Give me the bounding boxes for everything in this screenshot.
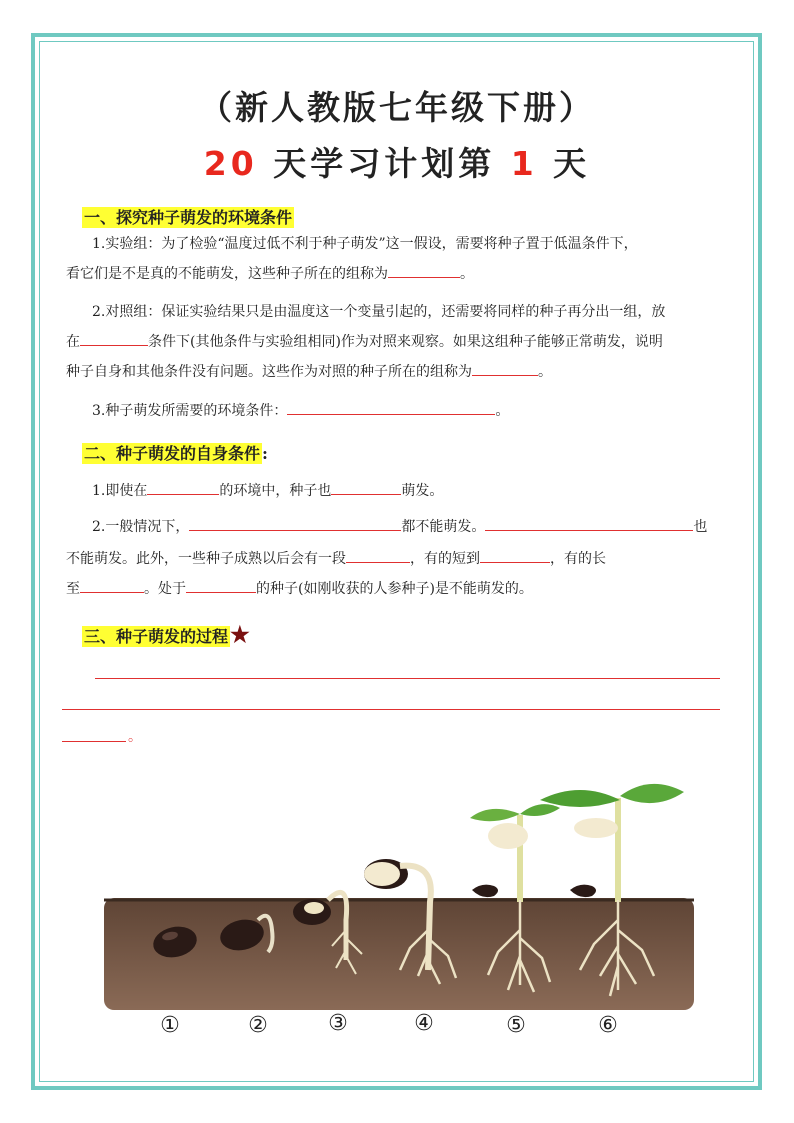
s2-p2-line3: 至 。处于 的种子(如刚收获的人参种子)是不能萌发的。 xyxy=(66,574,533,604)
stage-label-3: ③ xyxy=(328,1011,348,1036)
section2-heading: 二、种子萌发的自身条件 : xyxy=(84,444,268,463)
stage-label-2: ② xyxy=(248,1013,268,1038)
answer-end-period: 。 xyxy=(128,729,142,745)
s1-p2-line3: 种子自身和其他条件没有问题。这些作为对照的种子所在的组称为 。 xyxy=(66,357,552,387)
subtitle-number: 20 xyxy=(203,144,258,183)
answer-blank[interactable] xyxy=(80,576,144,593)
subtitle-text: 天学习计划第 xyxy=(257,144,511,183)
answer-blank[interactable] xyxy=(147,478,219,495)
soil xyxy=(104,898,694,1010)
stage-label-6: ⑥ xyxy=(598,1013,618,1038)
seed-germination-illustration xyxy=(100,770,700,1040)
answer-line[interactable] xyxy=(95,678,720,679)
answer-blank[interactable] xyxy=(80,329,148,346)
answer-blank[interactable] xyxy=(480,546,550,563)
star-icon: ★ xyxy=(230,622,250,648)
page-subtitle xyxy=(0,138,794,185)
s1-p2-line1: 2.对照组：保证实验结果只是由温度这一个变量引起的，还需要将同样的种子再分出一组，放 xyxy=(92,304,666,320)
s2-p1: 1.即使在 的环境中，种子也 萌发。 xyxy=(92,476,443,506)
stage-label-1: ① xyxy=(160,1013,180,1038)
stage-label-4: ④ xyxy=(414,1011,434,1036)
answer-blank[interactable] xyxy=(331,478,401,495)
page-title: （新人教版七年级下册） xyxy=(199,88,595,127)
section3-heading: 三、种子萌发的过程★ xyxy=(84,622,250,648)
answer-blank[interactable] xyxy=(485,514,693,531)
answer-blank[interactable] xyxy=(472,359,538,376)
answer-blank[interactable] xyxy=(186,576,256,593)
s1-p3: 3.种子萌发所需要的环境条件： 。 xyxy=(92,396,509,426)
s2-p2-line2: 不能萌发。此外，一些种子成熟以后会有一段 ，有的短到 ，有的长 xyxy=(66,544,606,574)
section1-heading: 一、探究种子萌发的环境条件 xyxy=(84,208,293,227)
subtitle-suffix: 天 xyxy=(537,144,591,183)
answer-line[interactable] xyxy=(62,709,720,710)
stage-label-5: ⑤ xyxy=(506,1013,526,1038)
answer-blank[interactable] xyxy=(287,398,495,415)
answer-blank[interactable] xyxy=(388,261,460,278)
answer-blank[interactable] xyxy=(189,514,401,531)
s1-p1-line2: 看它们是不是真的不能萌发，这些种子所在的组称为 。 xyxy=(66,259,474,289)
s1-p2-line2: 在 条件下(其他条件与实验组相同)作为对照来观察。如果这组种子能够正常萌发，说明 xyxy=(66,327,663,357)
answer-line[interactable] xyxy=(62,741,126,742)
s2-p2-line1: 2.一般情况下， 都不能萌发。 也 xyxy=(92,512,707,542)
answer-blank[interactable] xyxy=(346,546,410,563)
subtitle-day: 1 xyxy=(510,144,538,183)
s1-p1-line1: 1.实验组：为了检验“温度过低不利于种子萌发”这一假设，需要将种子置于低温条件下， xyxy=(92,236,638,252)
